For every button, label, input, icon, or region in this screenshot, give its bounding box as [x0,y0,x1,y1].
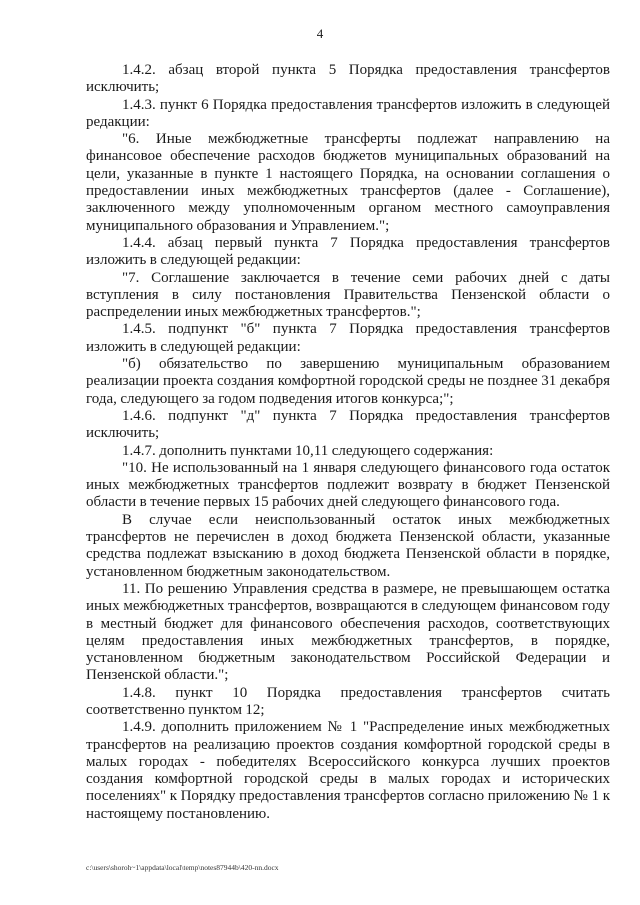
paragraph-1-4-8: 1.4.8. пункт 10 Порядка предоставления трансфертов считать соответственно пунктом 12; [86,684,610,718]
quoted-subitem-b: "б) обязательство по завершению муниципальным образованием реализации проекта создания комфортной городской среды не позднее 31 декабря года, следующего за годом подведения итогов конкурса;"; [86,356,610,407]
footer-file-path: c:\users\shoroh~1\appdata\local\temp\notes87944b\420-nn.docx [86,863,279,872]
paragraph-1-4-4: 1.4.4. абзац первый пункта 7 Порядка предоставления трансфертов изложить в следующей редакции: [86,234,610,269]
quoted-item-10: "10. Не использованный на 1 января следующего финансового года остаток иных межбюджетных трансфертов подлежит возврату в бюджет Пензенской области в течение первых 15 рабочих дней следующего финансового года. [86,459,610,511]
paragraph-1-4-6: 1.4.6. подпункт "д" пункта 7 Порядка предоставления трансфертов исключить; [86,407,610,442]
paragraph-1-4-2: 1.4.2. абзац второй пункта 5 Порядка предоставления трансфертов исключить; [86,62,610,96]
quoted-item-7: "7. Соглашение заключается в течение семи рабочих дней с даты вступления в силу постановления Правительства Пензенской области о распределении иных межбюджетных трансфертов."; [86,269,610,321]
paragraph-1-4-5: 1.4.5. подпункт "б" пункта 7 Порядка предоставления трансфертов изложить в следующей редакции: [86,321,610,355]
paragraph-1-4-3: 1.4.3. пункт 6 Порядка предоставления трансфертов изложить в следующей редакции: [86,96,610,130]
page-number: 4 [316,26,324,41]
paragraph-1-4-7: 1.4.7. дополнить пунктами 10,11 следующего содержания: [122,442,494,459]
quoted-item-10-continuation: В случае если неиспользованный остаток иных межбюджетных трансфертов не перечислен в доход бюджета Пензенской области, указанные средства подлежат взысканию в доход бюджета Пензенской области в порядке, установленном бюджетным законодательством. [86,511,610,580]
quoted-item-6: "6. Иные межбюджетные трансферты подлежат направлению на финансовое обеспечение расходов бюджетов муниципальных образований на цели, указанные в пункте 1 настоящего Порядка, на основании соглашения о предоставлении иных межбюджетных трансфертов (далее - Соглашение), заключенного между уполномоченным органом местного самоуправления муниципального образования и Управлением."; [86,131,610,234]
document-body [86,62,610,823]
quoted-item-11: 11. По решению Управления средства в размере, не превышающем остатка иных межбюджетных трансфертов, возвращаются в следующем финансовом году в местный бюджет для финансового обеспечения расходов, соответствующих целям предоставления иных межбюджетных трансфертов, в порядке, установленном бюджетным законодательством Российской Федерации и Пензенской области."; [86,580,610,684]
paragraph-1-4-9: 1.4.9. дополнить приложением № 1 "Распределение иных межбюджетных трансфертов на реализацию проектов создания комфортной городской среды в малых городах - победителях Всероссийского конкурса лучших проектов создания комфортной городской среды в малых городах и исторических поселениях" к Порядку предоставления трансфертов согласно приложению № 1 к настоящему постановлению. [86,719,610,822]
